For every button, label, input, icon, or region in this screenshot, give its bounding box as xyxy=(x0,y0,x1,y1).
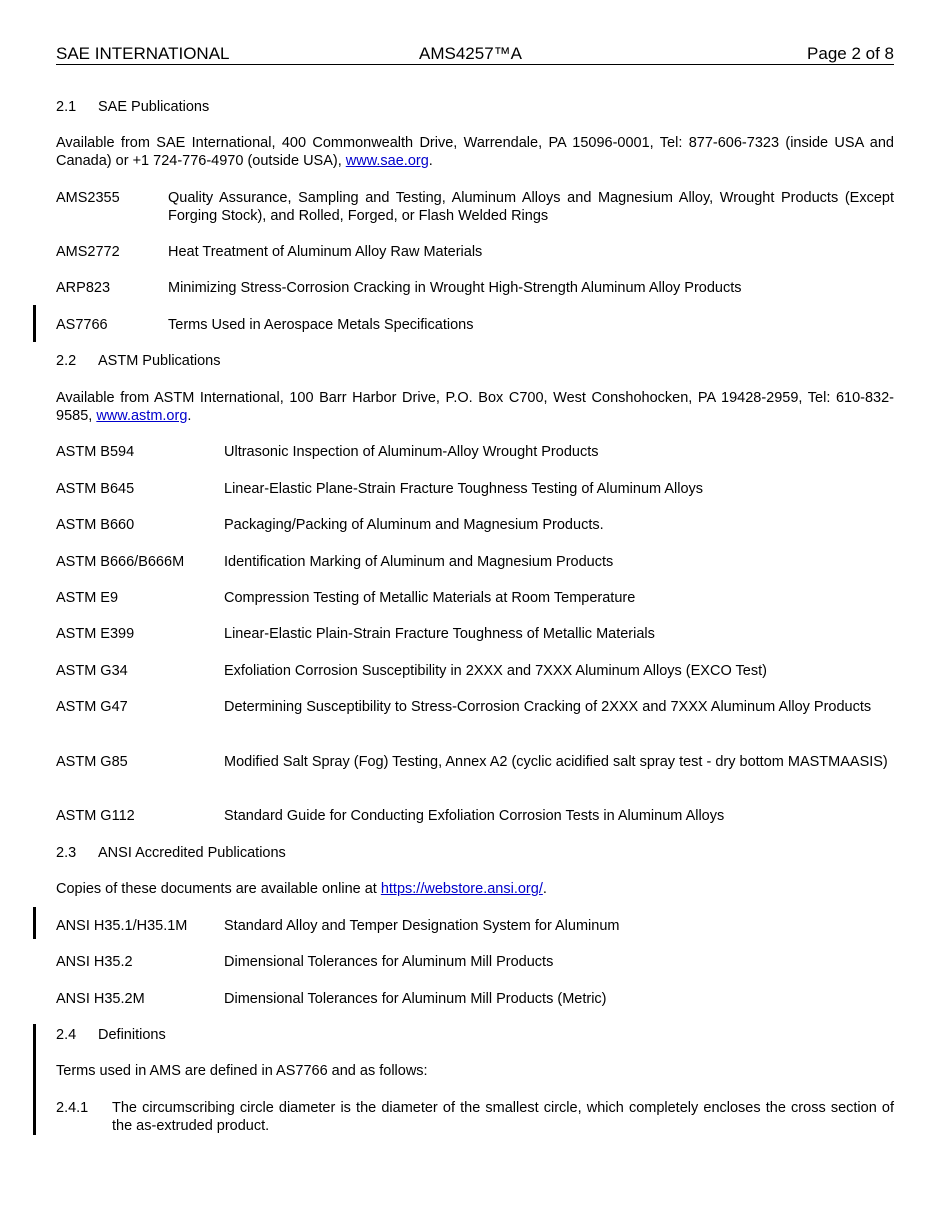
definition-text: The circumscribing circle diameter is the diameter of the smallest circle, which completely encloses the cross section of the as-extruded product. xyxy=(112,1100,894,1134)
reference-title: Compression Testing of Metallic Materials at Room Temperature xyxy=(224,590,636,606)
reference-title: Dimensional Tolerances for Aluminum Mill Products (Metric) xyxy=(224,991,607,1007)
reference-code: ASTM G34 xyxy=(56,663,128,679)
section-number: 2.4 xyxy=(56,1027,77,1043)
header-doc-id: AMS4257™A xyxy=(419,44,522,63)
reference-title: Terms Used in Aerospace Metals Specifications xyxy=(168,317,474,333)
section-intro: Available from SAE International, 400 Commonwealth Drive, Warrendale, PA 15096-0001, Tel: 877-606-7323 (inside USA and Canada) or +1 724-776-4970 (outside USA), www.sae.org. xyxy=(56,135,894,169)
reference-code: ASTM G85 xyxy=(56,754,128,770)
reference-code: ASTM B666/B666M xyxy=(56,554,185,570)
page-header xyxy=(56,44,894,65)
section-title: ASTM Publications xyxy=(98,353,221,369)
definition-number: 2.4.1 xyxy=(56,1100,89,1116)
change-bar xyxy=(33,305,36,342)
reference-title: Quality Assurance, Sampling and Testing, Aluminum Alloys and Magnesium Alloy, Wrought Products (Except Forging Stock), and Rolled, Forged, or Flash Welded Rings xyxy=(168,190,894,224)
section-intro: Copies of these documents are available online at https://webstore.ansi.org/. xyxy=(56,881,547,897)
reference-code: AS7766 xyxy=(56,317,108,333)
reference-title: Standard Guide for Conducting Exfoliation Corrosion Tests in Aluminum Alloys xyxy=(224,808,725,824)
reference-code: ASTM E9 xyxy=(56,590,119,606)
reference-code: ASTM G112 xyxy=(56,808,135,824)
reference-code: ASTM B594 xyxy=(56,444,135,460)
reference-title: Determining Susceptibility to Stress-Corrosion Cracking of 2XXX and 7XXX Aluminum Alloy Products xyxy=(224,699,872,715)
header-org: SAE INTERNATIONAL xyxy=(56,44,230,63)
reference-title: Packaging/Packing of Aluminum and Magnesium Products. xyxy=(224,517,604,533)
reference-code: ASTM G47 xyxy=(56,699,128,715)
reference-code: ANSI H35.2M xyxy=(56,991,145,1007)
header-page-number: Page 2 of 8 xyxy=(807,44,894,63)
reference-title: Modified Salt Spray (Fog) Testing, Annex A2 (cyclic acidified salt spray test - dry bottom MASTMAASIS) xyxy=(224,754,888,770)
section-intro: Terms used in AMS are defined in AS7766 and as follows: xyxy=(56,1063,428,1079)
section-intro: Available from ASTM International, 100 Barr Harbor Drive, P.O. Box C700, West Conshohocken, PA 19428-2959, Tel: 610-832-9585, www.astm.org. xyxy=(56,390,894,424)
section-title: SAE Publications xyxy=(98,99,210,115)
reference-title: Identification Marking of Aluminum and Magnesium Products xyxy=(224,554,614,570)
reference-title: Heat Treatment of Aluminum Alloy Raw Materials xyxy=(168,244,483,260)
ansi-webstore-link[interactable]: https://webstore.ansi.org/ xyxy=(380,881,543,897)
change-bar xyxy=(33,907,36,939)
reference-code: AMS2772 xyxy=(56,244,120,260)
section-title: ANSI Accredited Publications xyxy=(98,845,286,861)
reference-code: ANSI H35.1/H35.1M xyxy=(56,918,188,934)
reference-code: AMS2355 xyxy=(56,190,120,206)
reference-title: Exfoliation Corrosion Susceptibility in 2XXX and 7XXX Aluminum Alloys (EXCO Test) xyxy=(224,663,767,679)
reference-code: ASTM E399 xyxy=(56,626,135,642)
astm-website-link[interactable]: www.astm.org xyxy=(96,408,188,424)
reference-code: ANSI H35.2 xyxy=(56,954,133,970)
sae-website-link[interactable]: www.sae.org xyxy=(345,153,429,169)
reference-title: Linear-Elastic Plain-Strain Fracture Toughness of Metallic Materials xyxy=(224,626,655,642)
section-number: 2.1 xyxy=(56,99,77,115)
section-number: 2.2 xyxy=(56,353,77,369)
reference-title: Dimensional Tolerances for Aluminum Mill Products xyxy=(224,954,554,970)
reference-title: Minimizing Stress-Corrosion Cracking in Wrought High-Strength Aluminum Alloy Products xyxy=(168,280,742,296)
change-bar xyxy=(33,1024,36,1135)
reference-title: Ultrasonic Inspection of Aluminum-Alloy Wrought Products xyxy=(224,444,599,460)
section-number: 2.3 xyxy=(56,845,77,861)
reference-code: ARP823 xyxy=(56,280,111,296)
reference-title: Linear-Elastic Plane-Strain Fracture Toughness Testing of Aluminum Alloys xyxy=(224,481,704,497)
reference-code: ASTM B645 xyxy=(56,481,135,497)
reference-title: Standard Alloy and Temper Designation System for Aluminum xyxy=(224,918,620,934)
reference-code: ASTM B660 xyxy=(56,517,135,533)
section-title: Definitions xyxy=(98,1027,166,1043)
